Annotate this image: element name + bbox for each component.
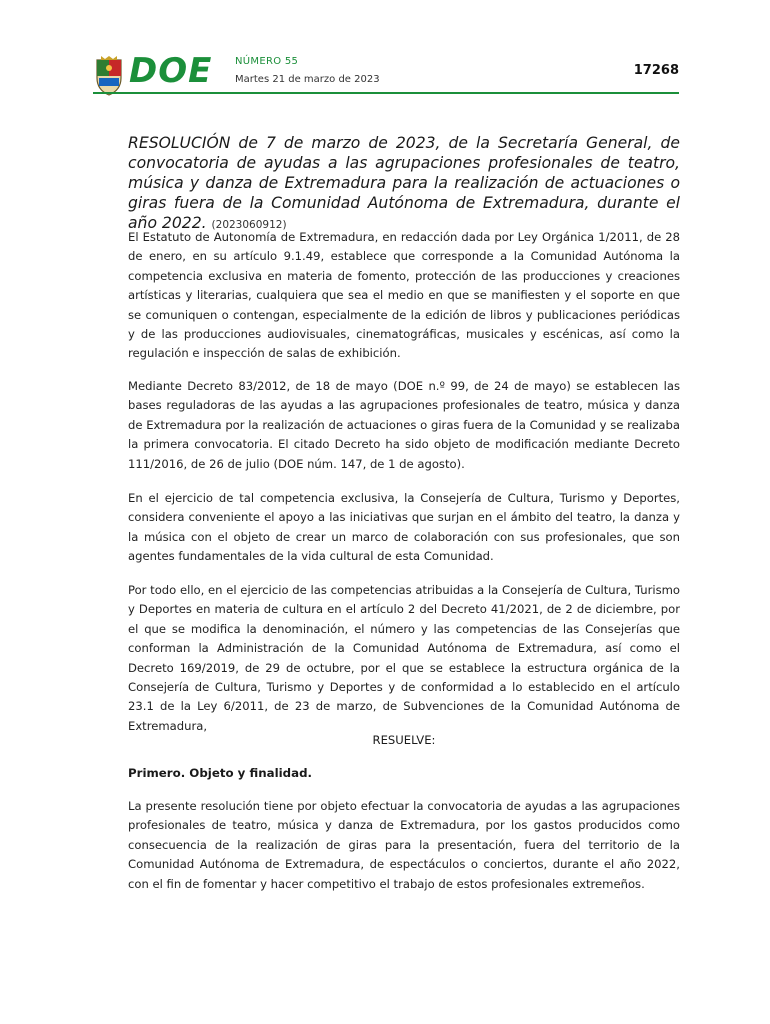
- paragraph-1: El Estatuto de Autonomía de Extremadura, en redacción dada por Ley Orgánica 1/2011, de 28 de enero, en su artículo 9.1.49, establece que corresponde a la Comunidad Autónoma la competencia exclusiva en materia de fomento, protección de las producciones y creaciones artísticas y literarias, cualquiera que sea el medio en que se manifiesten y el soporte en que se comuniquen o contengan, especialmente de la edición de libros y publicaciones periódicas y de las producciones audiovisuales, cinematográficas, musicales y escénicas, así como la regulación e inspección de salas de exhibición.: [128, 230, 680, 361]
- doe-logo: DOE: [129, 51, 213, 91]
- issue-number: NÚMERO 55: [235, 56, 299, 67]
- page-number: 17268: [633, 63, 679, 78]
- page-header: [93, 52, 679, 94]
- paragraph-2: Mediante Decreto 83/2012, de 18 de mayo (DOE n.º 99, de 24 de mayo) se establecen las bases reguladoras de las ayudas a las agrupaciones profesionales de teatro, música y danza de Extremadura por la realización de actuaciones o giras fuera de la Comunidad y se realizaba la primera convocatoria. El citado Decreto ha sido objeto de modificación mediante Decreto 111/2016, de 26 de julio (DOE núm. 147, de 1 de agosto).: [128, 379, 680, 471]
- paragraph-4: Por todo ello, en el ejercicio de las competencias atribuidas a la Consejería de Cultura, Turismo y Deportes en materia de cultura en el artículo 2 del Decreto 41/2021, de 2 de diciembre, por el que se modifica la denominación, el número y las competencias de las Consejerías que conforman la Administración de la Comunidad Autónoma de Extremadura, así como el Decreto 169/2019, de 29 de octubre, por el que se establece la estructura orgánica de la Consejería de Cultura, Turismo y Deportes y de conformidad a lo establecido en el artículo 23.1 de la Ley 6/2011, de 23 de marzo, de Subvenciones de la Comunidad Autónoma de Extremadura,: [128, 583, 680, 733]
- header-divider: [93, 92, 679, 94]
- issue-date: Martes 21 de marzo de 2023: [235, 74, 380, 85]
- title-text: RESOLUCIÓN de 7 de marzo de 2023, de la Secretaría General, de convocatoria de ayudas a las agrupaciones profesionales de teatro, música y danza de Extremadura para la realización de actuaciones o giras fuera de la Comunidad Autónoma de Extremadura, durante el año 2022.: [128, 134, 680, 232]
- resolution-title: [128, 133, 680, 235]
- paragraph-3: En el ejercicio de tal competencia exclusiva, la Consejería de Cultura, Turismo y Deportes, considera conveniente el apoyo a las iniciativas que surjan en el ámbito del teatro, la danza y la música con el objeto de crear un marco de colaboración con sus profesionales, que son agentes fundamentales de la vida cultural de esta Comunidad.: [128, 491, 680, 564]
- final-paragraph: La presente resolución tiene por objeto efectuar la convocatoria de ayudas a las agrupaciones profesionales de teatro, música y danza de Extremadura, por los gastos producidos como consecuencia de la realización de giras para la presentación, fuera del territorio de la Comunidad Autónoma de Extremadura, de espectáculos o conciertos, durante el año 2022, con el fin de fomentar y hacer competitivo el trabajo de estos profesionales extremeños.: [128, 799, 680, 891]
- coat-of-arms-icon: [93, 56, 125, 96]
- title-code: (2023060912): [211, 219, 287, 231]
- resuelve-heading: RESUELVE:: [372, 733, 436, 747]
- section-heading: Primero. Objeto y finalidad.: [128, 766, 312, 780]
